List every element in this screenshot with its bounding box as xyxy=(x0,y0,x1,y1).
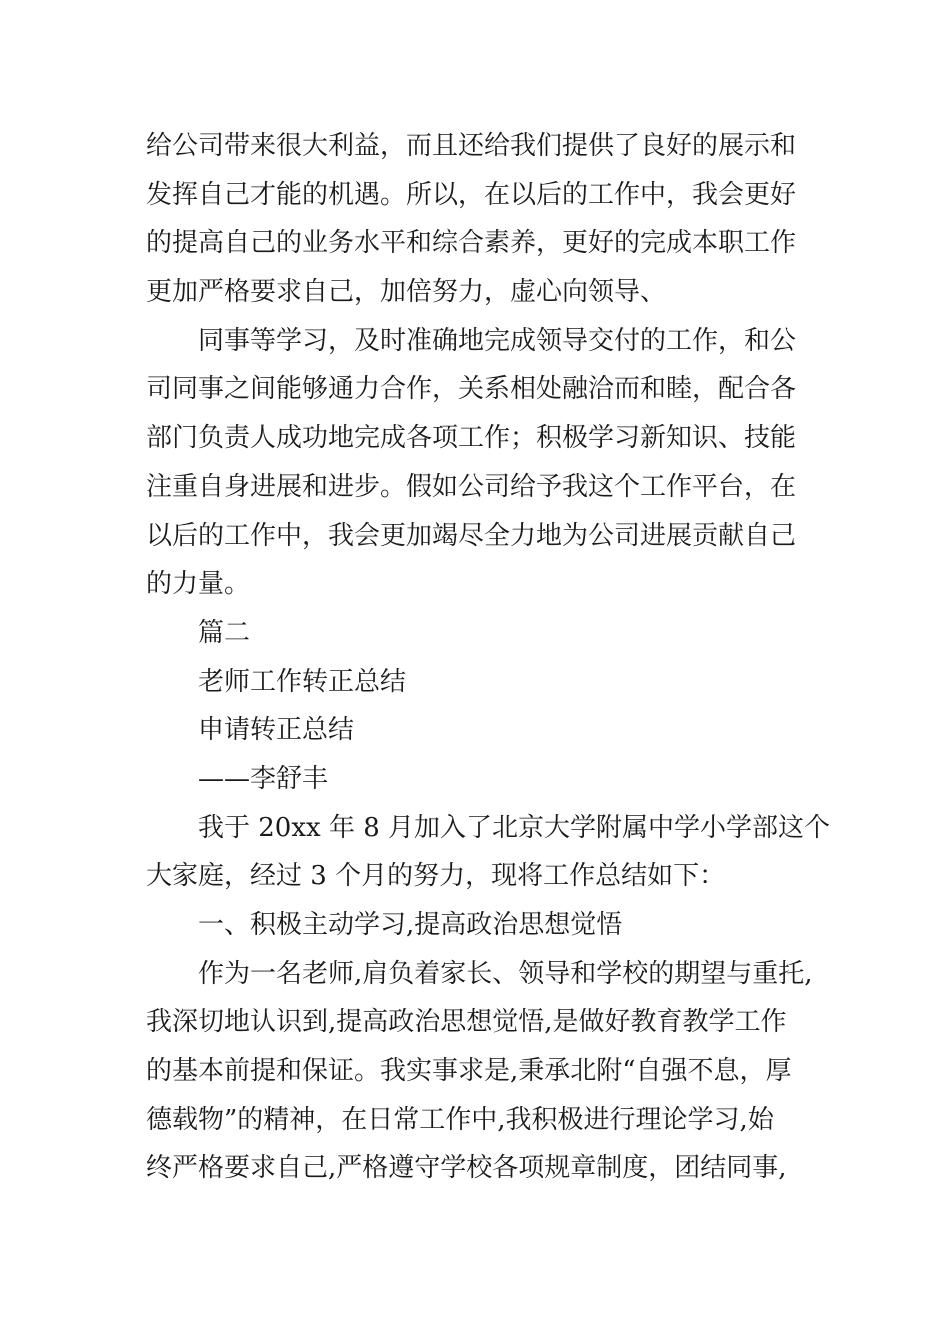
text-line: 部门负责人成功地完成各项工作；积极学习新知识、技能 xyxy=(146,423,797,454)
text-line: 我深切地认识到,提高政治思想觉悟,是做好教育教学工作 xyxy=(146,1007,787,1038)
text-line: 作为一名老师,肩负着家长、领导和学校的期望与重托, xyxy=(198,958,813,989)
text-line: 大家庭，经过 3 个月的努力，现将工作总结如下： xyxy=(146,861,726,892)
section-heading: 一、积极主动学习,提高政治思想觉悟 xyxy=(198,910,623,940)
document-body xyxy=(146,122,831,1193)
text-line: 更加严格要求自己，加倍努力，虚心向领导、 xyxy=(146,277,667,308)
text-line: 司同事之间能够通力合作，关系相处融洽而和睦，配合各 xyxy=(146,374,797,405)
text-line: 发挥自己才能的机遇。所以，在以后的工作中，我会更好 xyxy=(146,179,797,210)
section-label: 篇二 xyxy=(198,617,251,648)
text-line: 终严格要求自己,严格遵守学校各项规章制度，团结同事, xyxy=(146,1153,787,1184)
author-line: ——李舒丰 xyxy=(198,763,329,794)
text-line: 的力量。 xyxy=(146,569,251,600)
section-title: 老师工作转正总结 xyxy=(198,666,407,697)
section-subtitle: 申请转正总结 xyxy=(198,715,355,746)
text-line: 的基本前提和保证。我实事求是,秉承北附“自强不息，厚 xyxy=(146,1056,792,1087)
text-line: 给公司带来很大利益，而且还给我们提供了良好的展示和 xyxy=(146,131,797,161)
text-line: 同事等学习，及时准确地完成领导交付的工作，和公 xyxy=(198,325,797,356)
text-line: 以后的工作中，我会更加竭尽全力地为公司进展贡献自己 xyxy=(146,520,797,551)
text-line: 注重自身进展和进步。假如公司给予我这个工作平台，在 xyxy=(146,471,797,502)
text-line: 德载物”的精神，在日常工作中,我积极进行理论学习,始 xyxy=(146,1104,774,1135)
text-line: 的提高自己的业务水平和综合素养，更好的完成本职工作 xyxy=(146,228,797,259)
text-line: 我于 20xx 年 8 月加入了北京大学附属中学小学部这个 xyxy=(198,812,831,843)
